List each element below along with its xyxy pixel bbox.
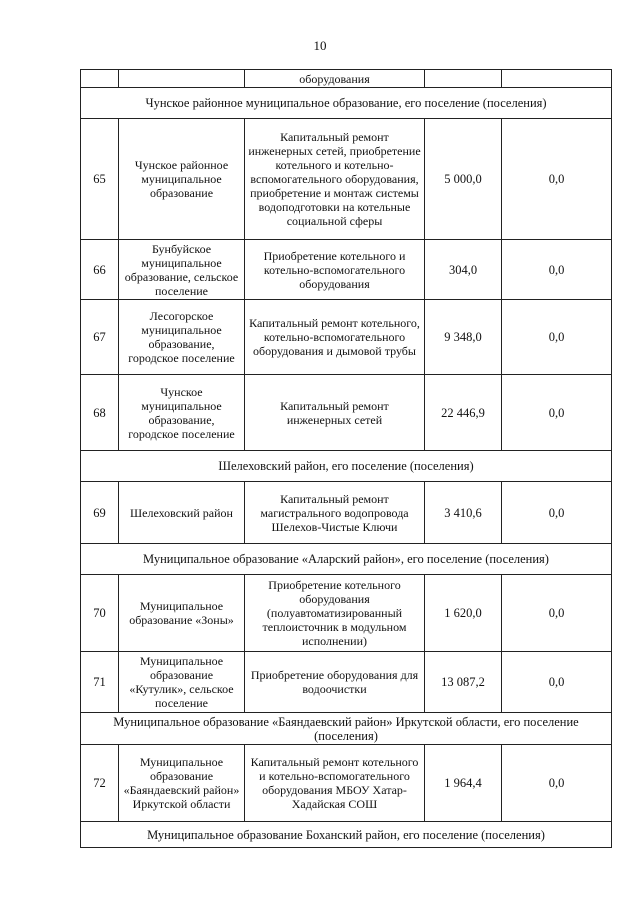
row-number: 71 (81, 652, 119, 713)
work-cell: оборудования (245, 70, 425, 88)
work-cell: Приобретение котельного и котельно-вспомогательного оборудования (245, 240, 425, 300)
row-number: 72 (81, 745, 119, 822)
page-number: 10 (313, 38, 327, 53)
entity-cell: Муниципальное образование «Зоны» (119, 575, 245, 652)
table-row (81, 70, 612, 88)
amount-cell: 3 410,6 (425, 482, 502, 544)
amount-cell: 22 446,9 (425, 375, 502, 451)
row-number: 67 (81, 300, 119, 375)
amount-cell: 5 000,0 (425, 119, 502, 240)
section-heading: Муниципальное образование «Аларский район», его поселение (поселения) (81, 544, 612, 575)
table-row (81, 575, 612, 652)
table-row (81, 240, 612, 300)
work-cell: Капитальный ремонт котельного, котельно-вспомогательного оборудования и дымовой трубы (245, 300, 425, 375)
row-number: 65 (81, 119, 119, 240)
section-row (81, 451, 612, 482)
section-row (81, 713, 612, 745)
entity-cell (119, 70, 245, 88)
table-row (81, 375, 612, 451)
section-row (81, 822, 612, 848)
entity-cell: Муниципальное образование «Баяндаевский район» Иркутской области (119, 745, 245, 822)
entity-cell: Бунбуйское муниципальное образование, сельское поселение (119, 240, 245, 300)
section-heading: Муниципальное образование «Баяндаевский район» Иркутской области, его поселение (поселения) (81, 713, 612, 745)
section-heading: Чунское районное муниципальное образование, его поселение (поселения) (81, 88, 612, 119)
value-cell: 0,0 (502, 300, 612, 375)
amount-cell: 1 964,4 (425, 745, 502, 822)
value-cell: 0,0 (502, 482, 612, 544)
table-row (81, 745, 612, 822)
value-cell (502, 70, 612, 88)
row-number: 68 (81, 375, 119, 451)
value-cell: 0,0 (502, 375, 612, 451)
table-row (81, 300, 612, 375)
section-row (81, 544, 612, 575)
entity-cell: Чунское муниципальное образование, городское поселение (119, 375, 245, 451)
entity-cell: Муниципальное образование «Кутулик», сельское поселение (119, 652, 245, 713)
amount-cell: 1 620,0 (425, 575, 502, 652)
value-cell: 0,0 (502, 575, 612, 652)
table-row (81, 652, 612, 713)
work-cell: Капитальный ремонт котельного и котельно-вспомогательного оборудования МБОУ Хатар-Хадайская СОШ (245, 745, 425, 822)
work-cell: Капитальный ремонт магистрального водопровода Шелехов-Чистые Ключи (245, 482, 425, 544)
entity-cell: Шелеховский район (119, 482, 245, 544)
work-cell: Приобретение котельного оборудования (полуавтоматизированный теплоисточник в модульном исполнении) (245, 575, 425, 652)
row-number: 69 (81, 482, 119, 544)
value-cell: 0,0 (502, 240, 612, 300)
num-cell (81, 70, 119, 88)
amount-cell (425, 70, 502, 88)
budget-table (80, 69, 612, 848)
amount-cell: 304,0 (425, 240, 502, 300)
work-cell: Приобретение оборудования для водоочистки (245, 652, 425, 713)
row-number: 70 (81, 575, 119, 652)
section-heading: Муниципальное образование Боханский район, его поселение (поселения) (81, 822, 612, 848)
table-row (81, 119, 612, 240)
value-cell: 0,0 (502, 652, 612, 713)
row-number: 66 (81, 240, 119, 300)
value-cell: 0,0 (502, 745, 612, 822)
section-row (81, 88, 612, 119)
amount-cell: 13 087,2 (425, 652, 502, 713)
amount-cell: 9 348,0 (425, 300, 502, 375)
work-cell: Капитальный ремонт инженерных сетей (245, 375, 425, 451)
section-heading: Шелеховский район, его поселение (поселения) (81, 451, 612, 482)
entity-cell: Чунское районное муниципальное образование (119, 119, 245, 240)
table-row (81, 482, 612, 544)
value-cell: 0,0 (502, 119, 612, 240)
entity-cell: Лесогорское муниципальное образование, городское поселение (119, 300, 245, 375)
work-cell: Капитальный ремонт инженерных сетей, приобретение котельного и котельно-вспомогательного оборудования, приобретение и монтаж системы водоподготовки на котельные социальной сферы (245, 119, 425, 240)
